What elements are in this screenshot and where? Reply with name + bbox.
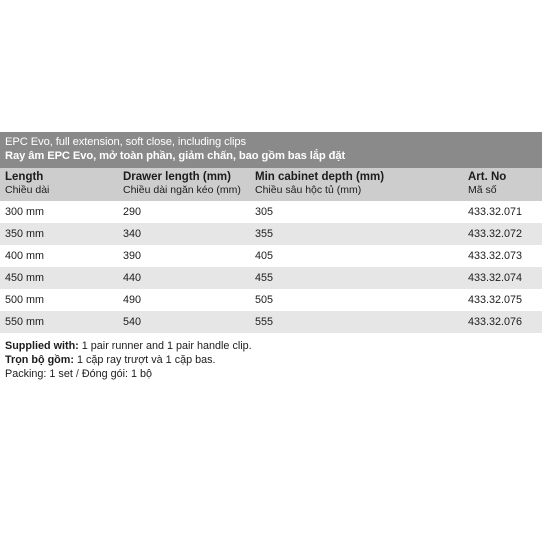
cell-cabinet-depth: 455 <box>250 267 463 289</box>
cell-drawer-length: 340 <box>118 223 250 245</box>
note-separator: / <box>72 368 82 380</box>
header-label-en: Min cabinet depth (mm) <box>255 171 385 183</box>
header-label-vi: Mã số <box>468 184 497 196</box>
cell-length: 450 mm <box>0 267 118 289</box>
title-bar <box>0 132 542 168</box>
note-packing <box>5 367 537 381</box>
cell-cabinet-depth: 305 <box>250 201 463 223</box>
header-min-cabinet-depth <box>250 168 463 201</box>
table-row <box>0 289 542 311</box>
cell-drawer-length: 540 <box>118 311 250 333</box>
cell-drawer-length: 440 <box>118 267 250 289</box>
header-length <box>0 168 118 201</box>
cell-cabinet-depth: 405 <box>250 245 463 267</box>
header-label-vi: Chiều dài ngăn kéo (mm) <box>123 184 241 196</box>
cell-cabinet-depth: 355 <box>250 223 463 245</box>
table-row <box>0 245 542 267</box>
cell-cabinet-depth: 555 <box>250 311 463 333</box>
cell-art-no: 433.32.074 <box>463 267 542 289</box>
table-row <box>0 201 542 223</box>
notes-section <box>0 333 542 381</box>
cell-drawer-length: 490 <box>118 289 250 311</box>
title-vietnamese: Ray âm EPC Evo, mở toàn phần, giảm chấn, bao gồm bas lắp đặt <box>5 149 346 162</box>
spec-table <box>0 168 542 333</box>
note-text: Packing: 1 set <box>5 368 73 380</box>
cell-drawer-length: 390 <box>118 245 250 267</box>
cell-drawer-length: 290 <box>118 201 250 223</box>
note-text: 1 pair runner and 1 pair handle clip. <box>78 340 252 352</box>
cell-art-no: 433.32.072 <box>463 223 542 245</box>
note-text-vi: Đóng gói: 1 bộ <box>81 368 153 380</box>
header-drawer-length <box>118 168 250 201</box>
table-row <box>0 311 542 333</box>
cell-length: 550 mm <box>0 311 118 333</box>
product-spec-sheet <box>0 132 542 381</box>
header-label-en: Art. No <box>468 171 507 183</box>
cell-art-no: 433.32.075 <box>463 289 542 311</box>
header-label-vi: Chiều sâu hộc tủ (mm) <box>255 184 362 196</box>
spec-table-header <box>0 168 542 201</box>
cell-art-no: 433.32.073 <box>463 245 542 267</box>
table-row <box>0 223 542 245</box>
cell-length: 500 mm <box>0 289 118 311</box>
note-supplied-with <box>5 339 537 353</box>
cell-art-no: 433.32.076 <box>463 311 542 333</box>
cell-art-no: 433.32.071 <box>463 201 542 223</box>
cell-length: 300 mm <box>0 201 118 223</box>
header-label-en: Drawer length (mm) <box>123 171 231 183</box>
header-label-en: Length <box>5 171 44 183</box>
note-text: 1 cặp ray trượt và 1 cặp bas. <box>73 354 216 366</box>
note-label: Supplied with: <box>5 340 79 352</box>
header-row <box>0 168 542 201</box>
note-label: Trọn bộ gồm: <box>5 354 74 366</box>
table-row <box>0 267 542 289</box>
note-tron-bo-gom <box>5 353 537 367</box>
spec-table-body <box>0 201 542 333</box>
header-label-vi: Chiều dài <box>5 184 50 196</box>
header-art-no <box>463 168 542 201</box>
cell-length: 400 mm <box>0 245 118 267</box>
title-english: EPC Evo, full extension, soft close, including clips <box>5 136 247 148</box>
cell-cabinet-depth: 505 <box>250 289 463 311</box>
cell-length: 350 mm <box>0 223 118 245</box>
